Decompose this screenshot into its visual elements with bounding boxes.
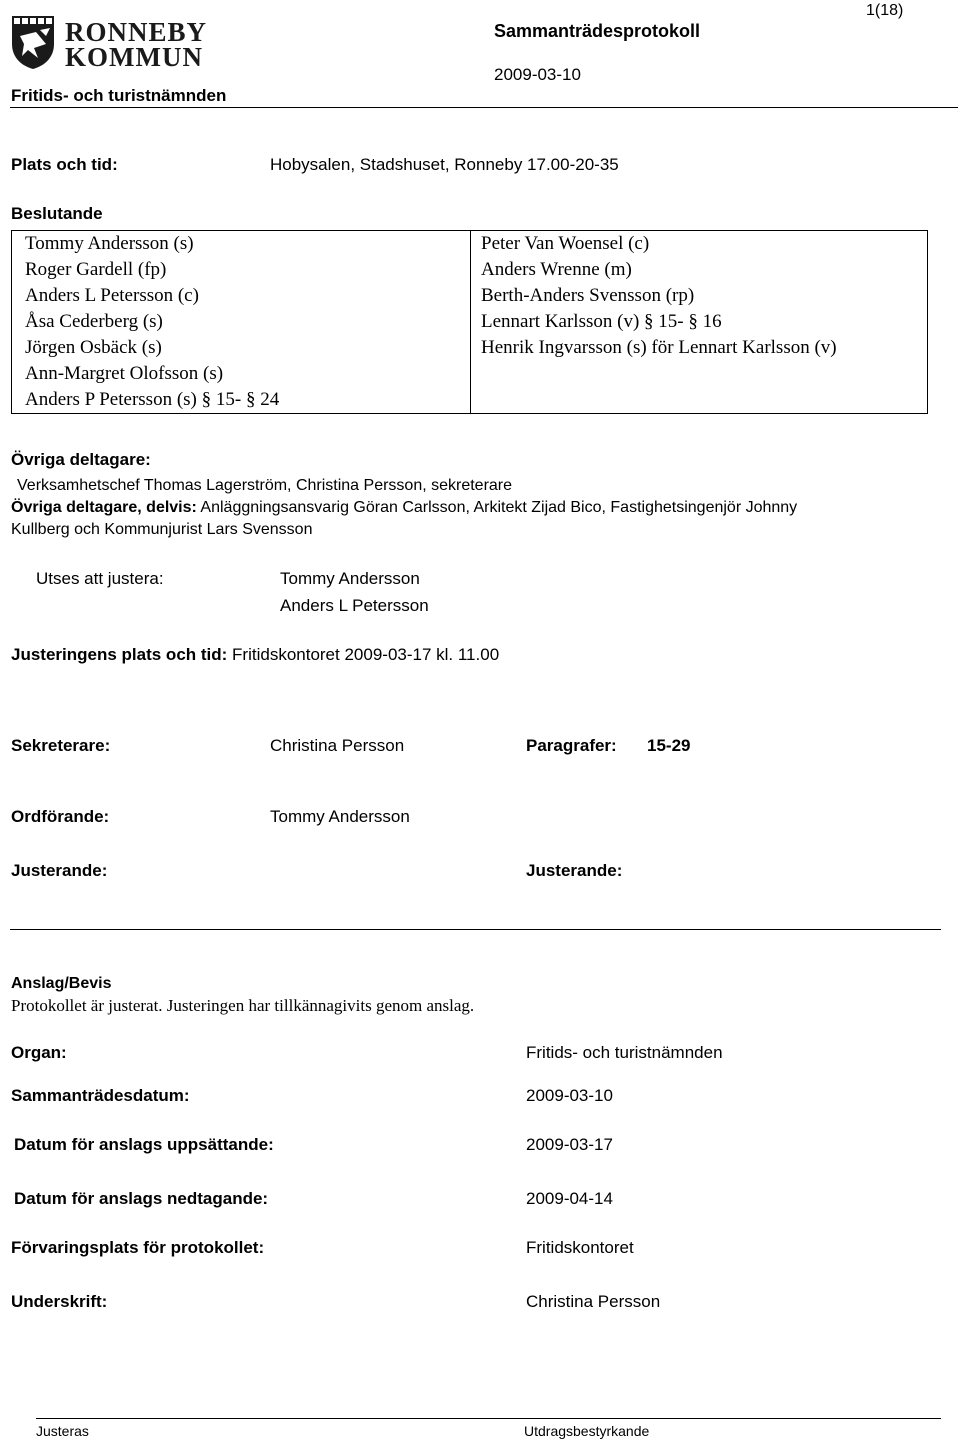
decision-maker-left: Åsa Cederberg (s) (12, 309, 471, 335)
decision-maker-row (12, 231, 928, 258)
decision-maker-right (471, 361, 928, 387)
adjuster-label-1: Justerande: (11, 861, 108, 880)
decision-maker-row (12, 387, 928, 414)
chair-label: Ordförande: (11, 807, 110, 826)
decision-maker-row (12, 283, 928, 309)
document-type: Sammanträdesprotokoll (494, 21, 701, 41)
decision-maker-row (12, 335, 928, 361)
partial-participants-label: Övriga deltagare, delvis: (11, 499, 197, 516)
decision-maker-right (471, 387, 928, 414)
storage-value: Fritidskontoret (526, 1238, 634, 1257)
organ-label: Organ: (11, 1043, 67, 1062)
footer-justeras: Justeras (36, 1423, 89, 1439)
adjuster-1: Tommy Andersson (280, 569, 420, 588)
decision-maker-left: Ann-Margret Olofsson (s) (12, 361, 471, 387)
meeting-date-value: 2009-03-10 (526, 1086, 613, 1105)
posted-label: Datum för anslags uppsättande: (14, 1135, 274, 1154)
logo-text-ronneby: RONNEBY (65, 17, 208, 47)
decision-makers-heading: Beslutande (11, 204, 103, 223)
meeting-date: 2009-03-10 (494, 65, 581, 84)
place-value: Hobysalen, Stadshuset, Ronneby 17.00-20-35 (270, 155, 619, 174)
decision-maker-left: Jörgen Osbäck (s) (12, 335, 471, 361)
removed-label: Datum för anslags nedtagande: (14, 1189, 269, 1208)
adjust-place-time (11, 645, 499, 665)
posted-value: 2009-03-17 (526, 1135, 613, 1154)
adjust-label: Utses att justera: (36, 569, 164, 588)
notice-heading: Anslag/Bevis (11, 975, 112, 992)
decision-maker-right: Anders Wrenne (m) (471, 257, 928, 283)
decision-maker-left: Tommy Andersson (s) (12, 231, 471, 258)
notice-text: Protokollet är justerat. Justeringen har tillkännagivits genom anslag. (11, 996, 475, 1015)
decision-maker-left: Anders L Petersson (c) (12, 283, 471, 309)
adjust-place-time-label: Justeringens plats och tid: (11, 645, 228, 664)
footer-divider (36, 1418, 941, 1419)
decision-maker-right: Berth-Anders Svensson (rp) (471, 283, 928, 309)
removed-value: 2009-04-14 (526, 1189, 613, 1208)
decision-maker-left: Anders P Petersson (s) § 15- § 24 (12, 387, 471, 414)
secretary-label: Sekreterare: (11, 736, 111, 755)
decision-maker-row (12, 361, 928, 387)
paragraphs-value: 15-29 (647, 736, 691, 755)
header-divider (10, 107, 958, 108)
partial-participants-text-cont: Kullberg och Kommunjurist Lars Svensson (11, 521, 313, 538)
decision-maker-row (12, 257, 928, 283)
secretary-name: Christina Persson (270, 736, 405, 755)
adjust-place-time-value: Fritidskontoret 2009-03-17 kl. 11.00 (227, 645, 500, 664)
signature-label: Underskrift: (11, 1292, 108, 1311)
adjuster-label-2: Justerande: (526, 861, 623, 880)
adjuster-2: Anders L Petersson (280, 596, 429, 615)
decision-maker-right: Henrik Ingvarsson (s) för Lennart Karlsson (v) (471, 335, 928, 361)
other-participants-text: Verksamhetschef Thomas Lagerström, Christina Persson, sekreterare (17, 477, 513, 494)
logo-text-kommun: KOMMUN (65, 42, 203, 72)
place-label: Plats och tid: (11, 155, 118, 174)
organ-value: Fritids- och turistnämnden (526, 1043, 723, 1062)
board-name: Fritids- och turistnämnden (11, 86, 227, 105)
chair-name: Tommy Andersson (270, 807, 410, 826)
partial-participants-line (11, 499, 797, 517)
decision-maker-row (12, 309, 928, 335)
decision-makers-table (11, 230, 928, 414)
paragraphs-label: Paragrafer: (526, 736, 617, 755)
ronneby-kommun-logo (10, 14, 215, 76)
footer-utdragsbestyrkande: Utdragsbestyrkande (524, 1423, 650, 1439)
storage-label: Förvaringsplats för protokollet: (11, 1238, 265, 1257)
other-participants-heading: Övriga deltagare: (11, 450, 151, 469)
notice-divider (10, 929, 941, 930)
signature-value: Christina Persson (526, 1292, 661, 1311)
decision-maker-right: Lennart Karlsson (v) § 15- § 16 (471, 309, 928, 335)
partial-participants-text: Anläggningsansvarig Göran Carlsson, Arkitekt Zijad Bico, Fastighetsingenjör Johnny (196, 499, 798, 516)
meeting-date-label: Sammanträdesdatum: (11, 1086, 190, 1105)
page-number: 1(18) (866, 2, 904, 19)
decision-maker-right: Peter Van Woensel (c) (471, 231, 928, 258)
decision-maker-left: Roger Gardell (fp) (12, 257, 471, 283)
coat-of-arms-icon (10, 14, 56, 70)
